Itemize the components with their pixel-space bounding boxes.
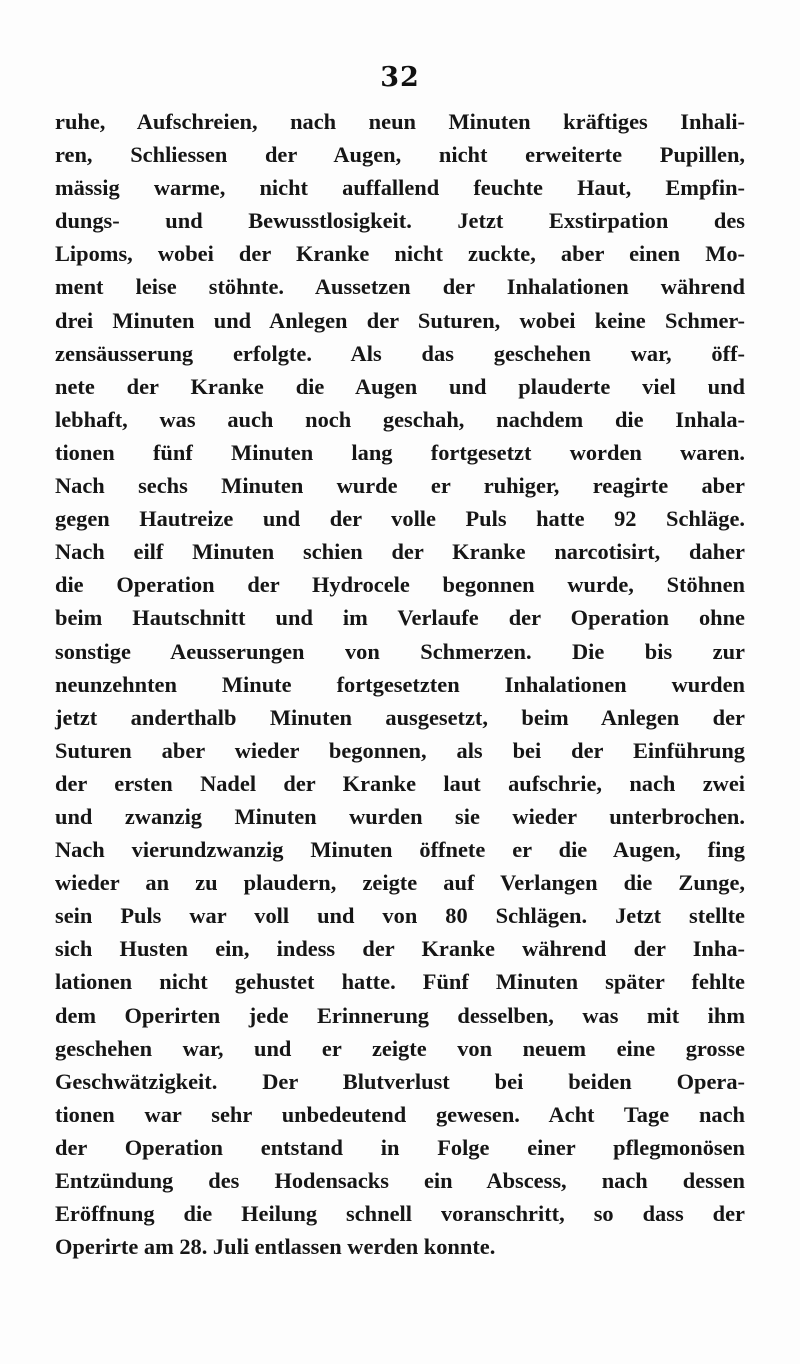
text-line: beim Hautschnitt und im Verlaufe der Operation ohne <box>55 605 745 631</box>
text-line: wieder an zu plaudern, zeigte auf Verlangen die Zunge, <box>55 870 745 896</box>
body-text <box>55 105 745 1263</box>
text-line: tionen war sehr unbedeutend gewesen. Acht Tage nach <box>55 1101 745 1127</box>
text-line: sonstige Aeusserungen von Schmerzen. Die bis zur <box>55 638 745 664</box>
text-line: gegen Hautreize und der volle Puls hatte 92 Schläge. <box>55 506 745 532</box>
text-line: der ersten Nadel der Kranke laut aufschrie, nach zwei <box>55 770 745 796</box>
text-line: ruhe, Aufschreien, nach neun Minuten kräftiges Inhali- <box>55 109 745 134</box>
text-line: lationen nicht gehustet hatte. Fünf Minuten später fehlte <box>55 969 745 995</box>
text-line: Nach vierundzwanzig Minuten öffnete er die Augen, fing <box>55 837 745 863</box>
text-line: Nach eilf Minuten schien der Kranke narcotisirt, daher <box>55 539 745 565</box>
text-line: dem Operirten jede Erinnerung desselben, was mit ihm <box>55 1002 745 1028</box>
text-line: sich Husten ein, indess der Kranke während der Inha- <box>55 936 745 962</box>
page-number: 32 <box>380 62 420 93</box>
text-line: sein Puls war voll und von 80 Schlägen. Jetzt stellte <box>55 903 745 929</box>
text-line: der Operation entstand in Folge einer pflegmonösen <box>55 1134 745 1160</box>
text-line: tionen fünf Minuten lang fortgesetzt worden waren. <box>55 439 745 465</box>
text-line: Entzündung des Hodensacks ein Abscess, nach dessen <box>55 1168 745 1193</box>
text-line: zensäusserung erfolgte. Als das geschehen war, öff- <box>55 340 745 366</box>
text-line: drei Minuten und Anlegen der Suturen, wobei keine Schmer- <box>55 307 745 333</box>
text-line: Operirte am 28. Juli entlassen werden konnte. <box>55 1234 496 1260</box>
text-line: geschehen war, und er zeigte von neuem eine grosse <box>55 1035 745 1061</box>
text-line: ren, Schliessen der Augen, nicht erweiterte Pupillen, <box>55 142 745 168</box>
text-line: die Operation der Hydrocele begonnen wurde, Stöhnen <box>55 572 745 598</box>
text-line: Lipoms, wobei der Kranke nicht zuckte, aber einen Mo- <box>55 241 745 267</box>
text-line: und zwanzig Minuten wurden sie wieder unterbrochen. <box>55 803 745 829</box>
text-line: lebhaft, was auch noch geschah, nachdem die Inhala- <box>55 406 745 432</box>
text-line: ment leise stöhnte. Aussetzen der Inhalationen während <box>55 274 745 300</box>
text-line: Geschwätzigkeit. Der Blutverlust bei beiden Opera- <box>55 1068 745 1094</box>
text-line: Suturen aber wieder begonnen, als bei der Einführung <box>55 737 745 763</box>
text-line: mässig warme, nicht auffallend feuchte Haut, Empfin- <box>55 175 745 201</box>
text-line: dungs- und Bewusstlosigkeit. Jetzt Exstirpation des <box>55 208 745 234</box>
text-line: nete der Kranke die Augen und plauderte viel und <box>55 373 745 399</box>
text-line: neunzehnten Minute fortgesetzten Inhalationen wurden <box>55 671 745 697</box>
text-line: Nach sechs Minuten wurde er ruhiger, reagirte aber <box>55 473 745 499</box>
text-line: Eröffnung die Heilung schnell voranschritt, so dass der <box>55 1201 745 1227</box>
text-line: jetzt anderthalb Minuten ausgesetzt, beim Anlegen der <box>55 704 745 730</box>
